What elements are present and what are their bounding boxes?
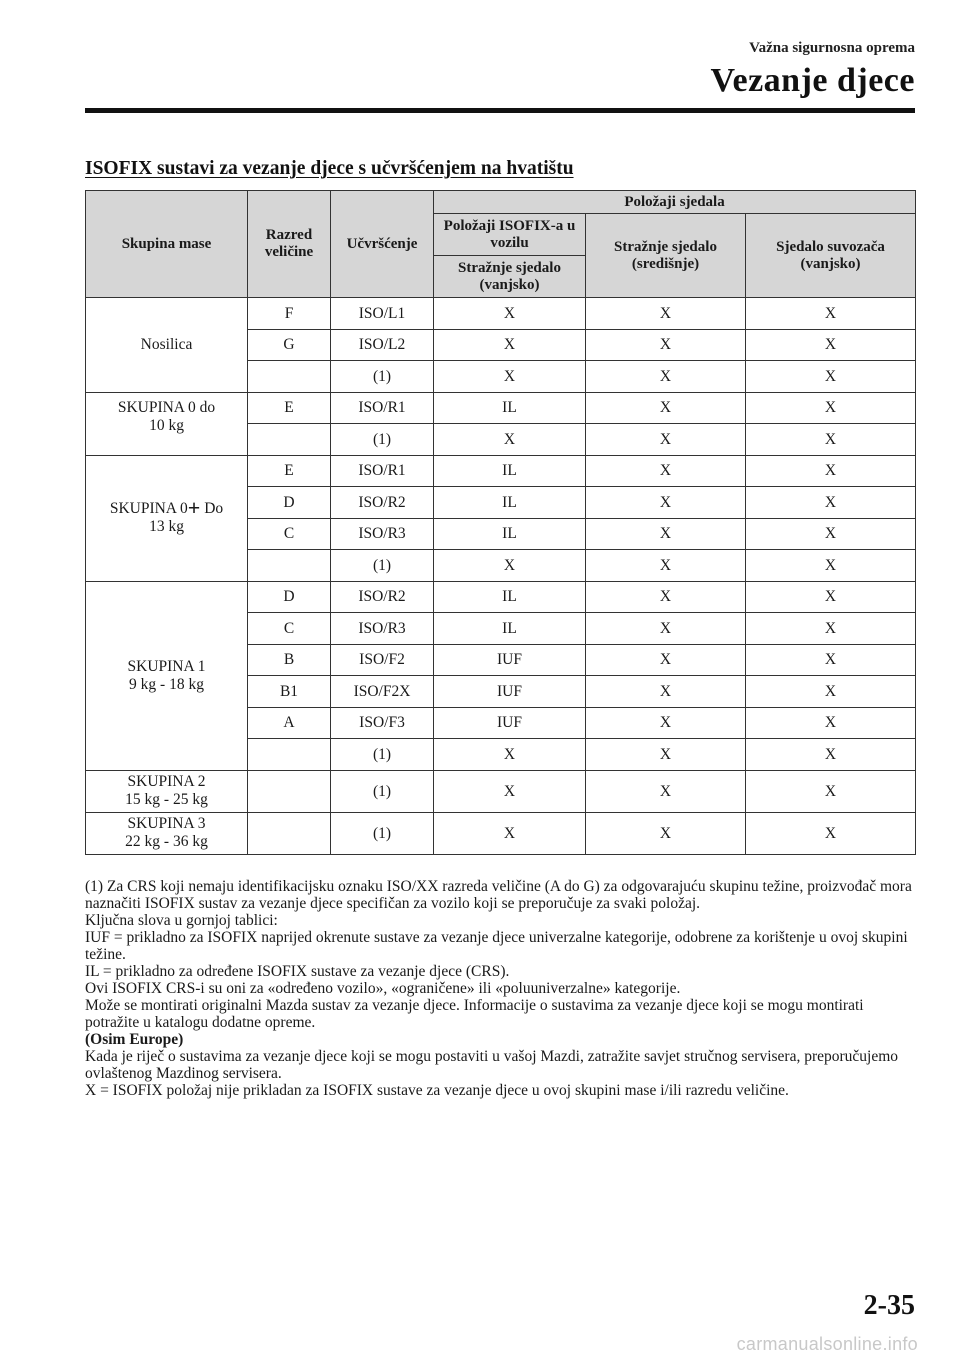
table-row bbox=[86, 455, 916, 487]
rear-outboard-cell: IL bbox=[434, 487, 586, 519]
rear-center-cell: X bbox=[586, 676, 746, 708]
header-rule bbox=[85, 108, 915, 113]
fixture-cell: ISO/R1 bbox=[331, 455, 434, 487]
front-passenger-cell: X bbox=[746, 581, 916, 613]
fixture-cell: (1) bbox=[331, 550, 434, 582]
rear-outboard-cell: IUF bbox=[434, 676, 586, 708]
rear-outboard-cell: IL bbox=[434, 455, 586, 487]
group-cell-nosilica: Nosilica bbox=[86, 298, 248, 393]
size-cell bbox=[248, 424, 331, 456]
header-rear-outboard: Stražnje sjedalo (vanjsko) bbox=[434, 256, 586, 298]
fixture-cell: (1) bbox=[331, 770, 434, 812]
header-seat-positions: Položaji sjedala bbox=[434, 191, 916, 214]
size-cell bbox=[248, 770, 331, 812]
header-fixture: Učvršćenje bbox=[331, 191, 434, 298]
table-row bbox=[86, 392, 916, 424]
fixture-cell: ISO/F2X bbox=[331, 676, 434, 708]
group-cell-skupina-2: SKUPINA 2 15 kg - 25 kg bbox=[86, 770, 248, 812]
header-isofix-positions: Položaji ISOFIX-a u vozilu bbox=[434, 214, 586, 256]
rear-center-cell: X bbox=[586, 550, 746, 582]
header-front-passenger: Sjedalo suvozača (vanjsko) bbox=[746, 214, 916, 298]
size-cell: E bbox=[248, 392, 331, 424]
group-cell-skupina-3: SKUPINA 3 22 kg - 36 kg bbox=[86, 812, 248, 854]
size-cell: B bbox=[248, 644, 331, 676]
rear-outboard-cell: X bbox=[434, 812, 586, 854]
isofix-table bbox=[85, 190, 916, 855]
front-passenger-cell: X bbox=[746, 487, 916, 519]
size-cell: C bbox=[248, 613, 331, 645]
rear-center-cell: X bbox=[586, 613, 746, 645]
rear-outboard-cell: X bbox=[434, 739, 586, 771]
rear-center-cell: X bbox=[586, 581, 746, 613]
chapter-title: Vezanje djece bbox=[710, 62, 915, 99]
rear-outboard-cell: X bbox=[434, 361, 586, 393]
front-passenger-cell: X bbox=[746, 676, 916, 708]
rear-outboard-cell: IL bbox=[434, 392, 586, 424]
note-legend-intro: Ključna slova u gornjoj tablici: bbox=[85, 912, 278, 929]
fixture-cell: (1) bbox=[331, 812, 434, 854]
fixture-cell: ISO/R2 bbox=[331, 487, 434, 519]
size-cell: A bbox=[248, 707, 331, 739]
rear-outboard-cell: IUF bbox=[434, 707, 586, 739]
table-row bbox=[86, 770, 916, 812]
rear-center-cell: X bbox=[586, 424, 746, 456]
plus-symbol: + bbox=[187, 495, 201, 520]
note-mazda-crs: Može se montirati originalni Mazda sustav za vezanje djece. Informacije o sustavima za vezanje djece koji se mogu montirati potražite u katalogu dodatne opreme. bbox=[85, 997, 864, 1031]
rear-center-cell: X bbox=[586, 707, 746, 739]
rear-outboard-cell: IL bbox=[434, 518, 586, 550]
size-cell: E bbox=[248, 455, 331, 487]
note-footnote-1: (1) Za CRS koji nemaju identifikacijsku oznaku ISO/XX razreda veličine (A do G) za odgovarajuću skupinu težine, proizvođač mora naznačiti ISOFIX sustav za vezanje djece specifičan za vozilo koji se preporučuje za svaki položaj. bbox=[85, 878, 912, 912]
rear-outboard-cell: IUF bbox=[434, 644, 586, 676]
rear-center-cell: X bbox=[586, 329, 746, 361]
rear-center-cell: X bbox=[586, 518, 746, 550]
size-cell: D bbox=[248, 581, 331, 613]
rear-center-cell: X bbox=[586, 739, 746, 771]
size-cell bbox=[248, 361, 331, 393]
rear-center-cell: X bbox=[586, 644, 746, 676]
group-cell-skupina-0-plus: SKUPINA 0+ Do 13 kg bbox=[86, 455, 248, 581]
size-cell bbox=[248, 550, 331, 582]
rear-outboard-cell: X bbox=[434, 329, 586, 361]
table-row bbox=[86, 298, 916, 330]
rear-outboard-cell: X bbox=[434, 298, 586, 330]
header-rear-center: Stražnje sjedalo (središnje) bbox=[586, 214, 746, 298]
page-number: 2-35 bbox=[863, 1290, 915, 1321]
fixture-cell: ISO/R3 bbox=[331, 518, 434, 550]
chapter-subtitle: Važna sigurnosna oprema bbox=[749, 40, 915, 56]
rear-outboard-cell: IL bbox=[434, 581, 586, 613]
header-mass-group: Skupina mase bbox=[86, 191, 248, 298]
fixture-cell: (1) bbox=[331, 739, 434, 771]
size-cell: G bbox=[248, 329, 331, 361]
size-cell: C bbox=[248, 518, 331, 550]
front-passenger-cell: X bbox=[746, 361, 916, 393]
front-passenger-cell: X bbox=[746, 298, 916, 330]
note-il: IL = prikladno za određene ISOFIX sustave za vezanje djece (CRS). bbox=[85, 963, 510, 980]
note-except-europe: (Osim Europe) bbox=[85, 1031, 184, 1048]
section-title: ISOFIX sustavi za vezanje djece s učvršćenjem na hvatištu bbox=[85, 158, 574, 179]
fixture-cell: ISO/L2 bbox=[331, 329, 434, 361]
front-passenger-cell: X bbox=[746, 392, 916, 424]
size-cell bbox=[248, 739, 331, 771]
fixture-cell: ISO/R1 bbox=[331, 392, 434, 424]
note-x: X = ISOFIX položaj nije prikladan za ISOFIX sustave za vezanje djece u ovoj skupini mase i/ili razredu veličine. bbox=[85, 1082, 789, 1099]
table-notes bbox=[85, 878, 915, 1099]
note-iuf: IUF = prikladno za ISOFIX naprijed okrenute sustave za vezanje djece univerzalne kategorije, odobrene za korištenje u ovoj skupini težine. bbox=[85, 929, 908, 963]
note-dealer-advice: Kada je riječ o sustavima za vezanje djece koji se mogu postaviti u vašoj Mazdi, zatražite savjet stručnog servisera, preporučujemo ovlaštenog Mazdinog servisera. bbox=[85, 1048, 899, 1082]
rear-center-cell: X bbox=[586, 812, 746, 854]
rear-outboard-cell: X bbox=[434, 550, 586, 582]
rear-center-cell: X bbox=[586, 361, 746, 393]
fixture-cell: (1) bbox=[331, 424, 434, 456]
rear-center-cell: X bbox=[586, 392, 746, 424]
fixture-cell: ISO/R3 bbox=[331, 613, 434, 645]
fixture-cell: (1) bbox=[331, 361, 434, 393]
front-passenger-cell: X bbox=[746, 644, 916, 676]
front-passenger-cell: X bbox=[746, 707, 916, 739]
note-il-categories: Ovi ISOFIX CRS-i su oni za «određeno vozilo», «ograničene» ili «poluuniverzalne» kategorije. bbox=[85, 980, 681, 997]
fixture-cell: ISO/R2 bbox=[331, 581, 434, 613]
front-passenger-cell: X bbox=[746, 518, 916, 550]
front-passenger-cell: X bbox=[746, 739, 916, 771]
rear-center-cell: X bbox=[586, 455, 746, 487]
watermark: carmanualsonline.info bbox=[736, 1334, 918, 1354]
front-passenger-cell: X bbox=[746, 613, 916, 645]
front-passenger-cell: X bbox=[746, 329, 916, 361]
table-row bbox=[86, 812, 916, 854]
fixture-cell: ISO/F2 bbox=[331, 644, 434, 676]
size-cell: D bbox=[248, 487, 331, 519]
front-passenger-cell: X bbox=[746, 455, 916, 487]
size-cell: F bbox=[248, 298, 331, 330]
fixture-cell: ISO/L1 bbox=[331, 298, 434, 330]
front-passenger-cell: X bbox=[746, 550, 916, 582]
rear-outboard-cell: X bbox=[434, 770, 586, 812]
size-cell: B1 bbox=[248, 676, 331, 708]
table-row bbox=[86, 581, 916, 613]
fixture-cell: ISO/F3 bbox=[331, 707, 434, 739]
rear-center-cell: X bbox=[586, 487, 746, 519]
rear-center-cell: X bbox=[586, 770, 746, 812]
front-passenger-cell: X bbox=[746, 812, 916, 854]
front-passenger-cell: X bbox=[746, 424, 916, 456]
size-cell bbox=[248, 812, 331, 854]
front-passenger-cell: X bbox=[746, 770, 916, 812]
group-cell-skupina-0: SKUPINA 0 do 10 kg bbox=[86, 392, 248, 455]
rear-outboard-cell: X bbox=[434, 424, 586, 456]
rear-center-cell: X bbox=[586, 298, 746, 330]
header-size-class: Razred veličine bbox=[248, 191, 331, 298]
group-cell-skupina-1: SKUPINA 1 9 kg - 18 kg bbox=[86, 581, 248, 770]
rear-outboard-cell: IL bbox=[434, 613, 586, 645]
